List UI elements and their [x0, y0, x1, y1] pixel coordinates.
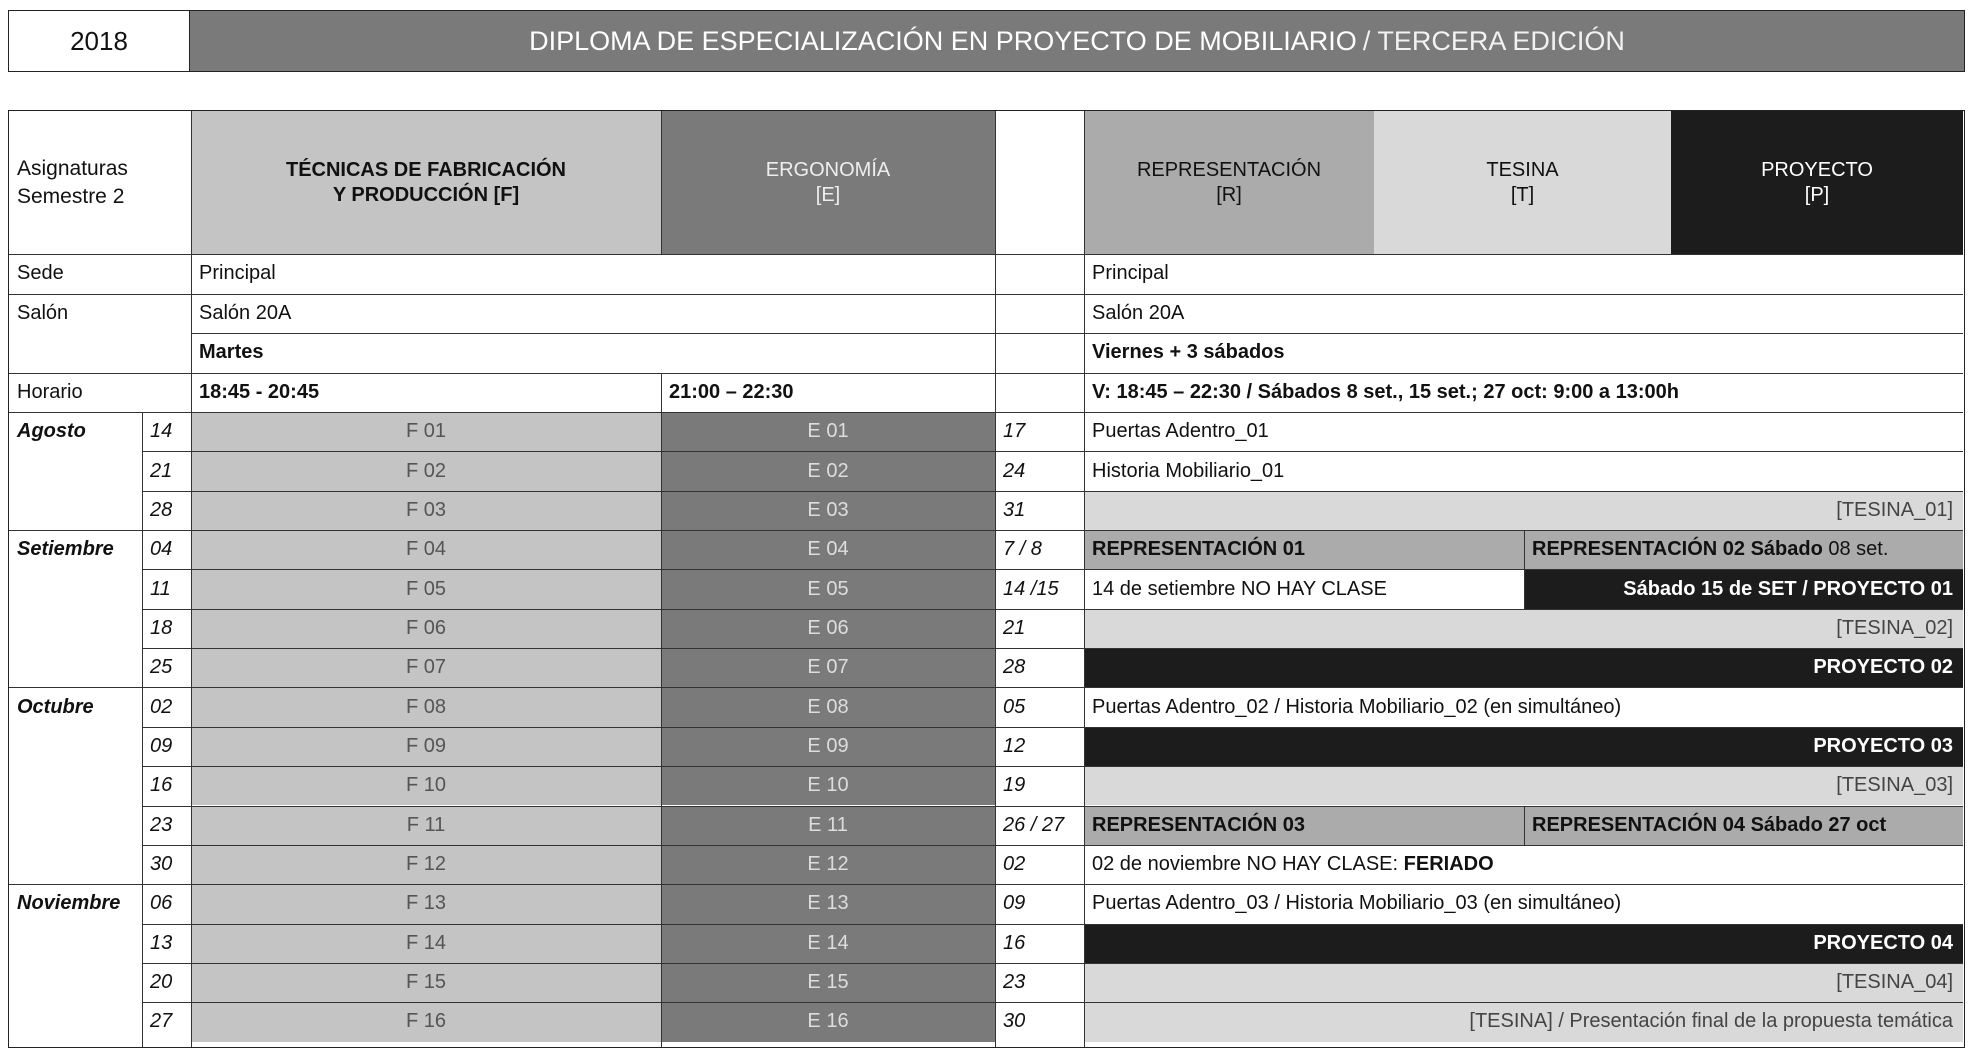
session-f: F 06 — [191, 609, 661, 648]
session-representacion: REPRESENTACIÓN 01 — [1084, 530, 1524, 569]
session-e: E 07 — [661, 648, 995, 687]
course-r-line1: REPRESENTACIÓN — [1136, 158, 1322, 181]
tuesday-date: 23 — [150, 813, 173, 836]
session-f: F 03 — [191, 491, 661, 530]
rule — [142, 569, 1963, 570]
rule — [9, 294, 1963, 295]
friday-date: 26 / 27 — [1003, 813, 1065, 836]
rule — [142, 766, 1963, 767]
course-f-header — [191, 111, 661, 254]
course-p-line1: PROYECTO — [1761, 158, 1873, 181]
rule — [9, 373, 1963, 374]
session-proyecto: PROYECTO 03 — [1084, 727, 1963, 766]
rule — [142, 491, 1963, 492]
course-t-header — [1374, 111, 1671, 254]
session-f: F 02 — [191, 451, 661, 490]
rule — [142, 963, 1963, 964]
session-tesina: [TESINA] / Presentación final de la propuesta temática — [1084, 1002, 1963, 1041]
course-e-line2: [E] — [815, 183, 841, 206]
schedule-table — [8, 110, 1965, 1048]
course-t-line1: TESINA — [1486, 158, 1559, 181]
rule — [142, 727, 1963, 728]
friday-date: 19 — [1003, 774, 1026, 797]
course-e-header — [661, 111, 995, 254]
tuesday-date: 28 — [150, 498, 173, 521]
month-label: Octubre — [17, 695, 94, 718]
month-label: Agosto — [17, 420, 86, 443]
session-tesina: [TESINA_03] — [1084, 766, 1963, 805]
rule — [142, 609, 1963, 610]
friday-date: 17 — [1003, 420, 1026, 443]
subjects-label — [9, 111, 191, 254]
session-e: E 04 — [661, 530, 995, 569]
rule — [995, 111, 996, 1047]
friday-date: 28 — [1003, 656, 1026, 679]
session-representacion: REPRESENTACIÓN 03 — [1084, 806, 1524, 845]
representacion-saturday: REPRESENTACIÓN 02 Sábado — [1532, 538, 1823, 561]
program-title-edition: / TERCERA EDICIÓN — [1362, 25, 1625, 56]
rule — [661, 111, 662, 254]
tuesday-date: 25 — [150, 656, 173, 679]
course-f-line1: TÉCNICAS DE FABRICACIÓN — [285, 158, 566, 181]
session-note: Historia Mobiliario_01 — [1092, 459, 1285, 482]
rule — [142, 451, 1963, 452]
session-proyecto: Sábado 15 de SET / PROYECTO 01 — [1524, 569, 1963, 608]
session-f: F 15 — [191, 963, 661, 1002]
tuesday-date: 13 — [150, 931, 173, 954]
session-e: E 09 — [661, 727, 995, 766]
no-class-note: 14 de setiembre NO HAY CLASE — [1092, 577, 1387, 600]
rule — [142, 412, 143, 1047]
course-p-header — [1671, 111, 1963, 254]
session-f: F 07 — [191, 648, 661, 687]
friday-date: 14 /15 — [1003, 577, 1059, 600]
session-e: E 12 — [661, 845, 995, 884]
rule — [142, 648, 1963, 649]
session-f: F 05 — [191, 569, 661, 608]
session-f: F 01 — [191, 412, 661, 451]
rule — [142, 845, 1963, 846]
session-note: Puertas Adentro_02 / Historia Mobiliario_02 (en simultáneo) — [1092, 695, 1622, 718]
friday-date: 09 — [1003, 892, 1026, 915]
session-proyecto: PROYECTO 02 — [1084, 648, 1963, 687]
friday-date: 7 / 8 — [1003, 538, 1042, 561]
rule — [661, 373, 662, 1048]
sede-left: Principal — [199, 262, 276, 285]
session-f: F 10 — [191, 766, 661, 805]
subjects-label2: Semestre 2 — [17, 184, 125, 208]
session-note: Puertas Adentro_03 / Historia Mobiliario_03 (en simultáneo) — [1092, 892, 1622, 915]
session-tesina: [TESINA_04] — [1084, 963, 1963, 1002]
representacion-saturday-date: 08 set. — [1822, 538, 1889, 561]
sede-label: Sede — [17, 262, 64, 285]
tuesday-date: 18 — [150, 616, 173, 639]
session-e: E 01 — [661, 412, 995, 451]
year-label: 2018 — [9, 11, 190, 71]
session-f: F 08 — [191, 687, 661, 726]
rule — [142, 924, 1963, 925]
session-proyecto: PROYECTO 04 — [1084, 924, 1963, 963]
month-label: Setiembre — [17, 538, 114, 561]
course-t-line2: [T] — [1510, 183, 1535, 206]
day-left: Martes — [199, 341, 264, 364]
session-representacion-saturday — [1524, 806, 1963, 845]
tuesday-date: 27 — [150, 1010, 173, 1033]
rule — [191, 111, 192, 1047]
tuesday-date: 30 — [150, 853, 173, 876]
session-e: E 14 — [661, 924, 995, 963]
horario-f: 18:45 - 20:45 — [199, 380, 320, 403]
tuesday-date: 16 — [150, 774, 173, 797]
friday-date: 24 — [1003, 459, 1026, 482]
session-e: E 15 — [661, 963, 995, 1002]
session-f: F 13 — [191, 884, 661, 923]
representacion-saturday: REPRESENTACIÓN 04 Sábado 27 oct — [1532, 813, 1887, 836]
program-title-main: DIPLOMA DE ESPECIALIZACIÓN EN PROYECTO DE MOBILIARIO — [529, 25, 1357, 56]
session-f: F 09 — [191, 727, 661, 766]
rule — [9, 412, 1963, 413]
feriado-row — [1084, 845, 1963, 884]
session-e: E 13 — [661, 884, 995, 923]
course-e-line1: ERGONOMÍA — [765, 158, 891, 181]
rule — [1084, 111, 1085, 1047]
friday-date: 30 — [1003, 1010, 1026, 1033]
day-right: Viernes + 3 sábados — [1092, 341, 1285, 364]
friday-date: 02 — [1003, 853, 1026, 876]
session-e: E 02 — [661, 451, 995, 490]
tuesday-date: 06 — [150, 892, 173, 915]
session-f: F 04 — [191, 530, 661, 569]
session-f: F 11 — [191, 806, 661, 845]
friday-date: 23 — [1003, 971, 1026, 994]
sede-right: Principal — [1092, 262, 1169, 285]
horario-right: V: 18:45 – 22:30 / Sábados 8 set., 15 set.; 27 oct: 9:00 a 13:00h — [1092, 380, 1679, 403]
salon-label: Salón — [17, 301, 69, 324]
feriado-label: FERIADO — [1403, 853, 1494, 876]
feriado-note: 02 de noviembre NO HAY CLASE: — [1092, 853, 1404, 876]
rule — [191, 333, 1963, 334]
session-tesina: [TESINA_01] — [1084, 491, 1963, 530]
session-e: E 03 — [661, 491, 995, 530]
course-r-header — [1084, 111, 1374, 254]
rule — [142, 1002, 1963, 1003]
rule — [9, 530, 1963, 531]
tuesday-date: 21 — [150, 459, 173, 482]
rule — [9, 884, 1963, 885]
course-p-line2: [P] — [1804, 183, 1830, 206]
session-tesina: [TESINA_02] — [1084, 609, 1963, 648]
session-f: F 12 — [191, 845, 661, 884]
friday-date: 31 — [1003, 498, 1026, 521]
salon-left: Salón 20A — [199, 301, 292, 324]
rule — [1524, 530, 1525, 609]
session-e: E 11 — [661, 806, 995, 845]
tuesday-date: 02 — [150, 695, 173, 718]
rule — [9, 687, 1963, 688]
rule — [142, 806, 1963, 807]
month-label: Noviembre — [17, 892, 121, 915]
course-r-line2: [R] — [1216, 183, 1242, 206]
salon-right: Salón 20A — [1092, 301, 1185, 324]
horario-label: Horario — [17, 380, 83, 403]
rule — [9, 254, 1963, 255]
session-f: F 16 — [191, 1002, 661, 1041]
tuesday-date: 04 — [150, 538, 173, 561]
session-e: E 16 — [661, 1002, 995, 1041]
session-e: E 05 — [661, 569, 995, 608]
horario-e: 21:00 – 22:30 — [669, 380, 794, 403]
session-representacion-saturday — [1524, 530, 1963, 569]
friday-date: 12 — [1003, 734, 1026, 757]
session-f: F 14 — [191, 924, 661, 963]
rule — [1524, 806, 1525, 845]
program-title — [190, 11, 1964, 71]
friday-date: 05 — [1003, 695, 1026, 718]
tuesday-date: 11 — [150, 577, 171, 600]
course-f-line2: Y PRODUCCIÓN [F] — [332, 183, 520, 206]
session-note: Puertas Adentro_01 — [1092, 420, 1269, 443]
session-e: E 06 — [661, 609, 995, 648]
tuesday-date: 20 — [150, 971, 173, 994]
tuesday-date: 14 — [150, 420, 173, 443]
friday-date: 16 — [1003, 931, 1026, 954]
tuesday-date: 09 — [150, 734, 173, 757]
friday-date: 21 — [1003, 616, 1026, 639]
page-header — [8, 10, 1965, 72]
session-e: E 10 — [661, 766, 995, 805]
session-e: E 08 — [661, 687, 995, 726]
subjects-label1: Asignaturas — [17, 157, 128, 181]
